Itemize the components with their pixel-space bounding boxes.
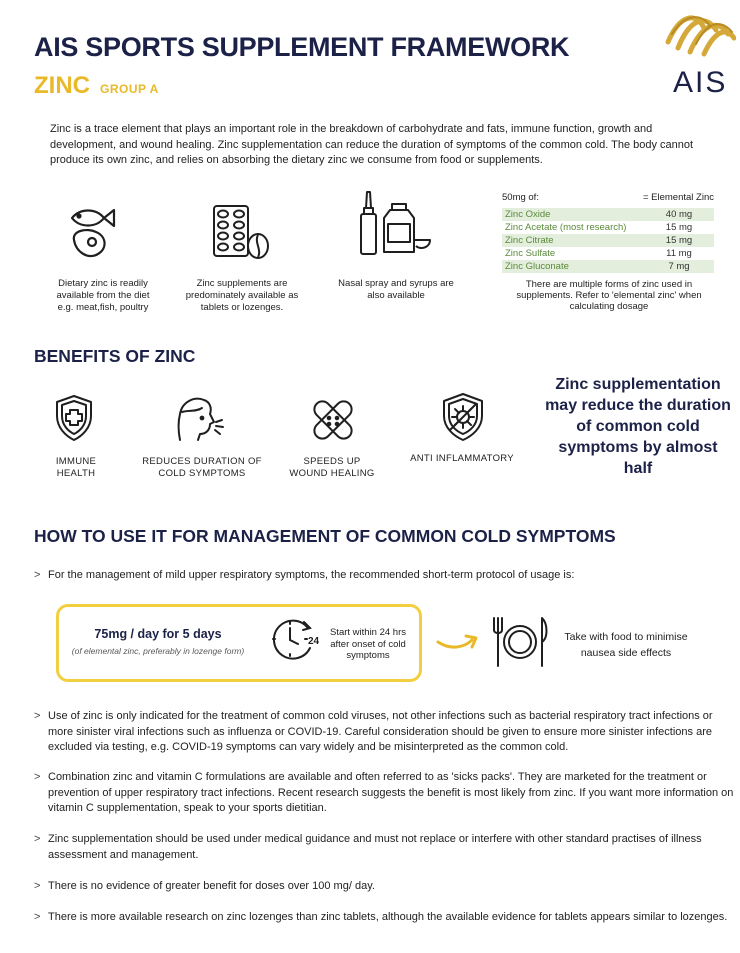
dose-amount: 75mg / day for 5 days — [94, 627, 222, 641]
food-advice: Take with food to minimise nausea side effects — [564, 631, 688, 659]
intro-paragraph: Zinc is a trace element that plays an important role in the breakdown of carbohydrate and fats, immune function, growth and development, and wound healing. Zinc supplementation can reduce the duration of symptoms of the common cold. The body cannot produce its own zinc, and relies on absorbing the dietary zinc we consume from food or supplements. — [50, 123, 694, 166]
supplement-name: ZINC — [34, 72, 90, 99]
bullet-marker: > — [34, 569, 41, 581]
table-row: Zinc Oxide 40 mg — [502, 208, 714, 221]
bullet-text: Use of zinc is only indicated for the treatment of common cold viruses, not other infections such as bacterial respiratory tract infections or more sinister viral infections such as influenza or COVID-19. Careful consideration should be given to ensure more sinister infections are excluded via testing, e.g. COVID-19 symptoms can vary widely and be misinterpreted as the common cold. — [48, 710, 713, 753]
bullet-text: There is no evidence of greater benefit for doses over 100 mg/ day. — [48, 880, 375, 892]
nasal-spray-syrup-icon — [358, 190, 434, 258]
benefit-cold: REDUCES DURATION OF COLD SYMPTOMS — [142, 456, 262, 479]
benefit-wound: SPEEDS UP WOUND HEALING — [289, 456, 375, 479]
sneezing-person-icon — [174, 394, 226, 444]
bullet-text: Combination zinc and vitamin C formulations are available and often referred to as 'sicks packs'. They are marketed for the treatment or prevention of upper respiratory tract infections. Recent research suggests the benefit is most likely from zinc. If you want more information on vitamin C supplementation, speak to your sports dietitian. — [48, 771, 734, 814]
table-row: Zinc Acetate (most research) 15 mg — [505, 222, 693, 233]
usage-bullet — [34, 832, 740, 863]
table-row: Zinc Sulfate 11 mg — [505, 248, 692, 259]
benefits-heading: BENEFITS OF ZINC — [34, 346, 196, 366]
usage-bullet — [34, 770, 740, 817]
fact-diet: Dietary zinc is readily available from the diet e.g. meat,fish, poultry — [56, 278, 150, 313]
bullet-text: There is more available research on zinc lozenges than zinc tablets, although the available evidence for tablets appears similar to lozenges. — [48, 911, 728, 923]
fish-meat-icon — [66, 204, 118, 260]
benefits-callout: Zinc supplementation may reduce the duration of common cold symptoms by almost half — [545, 376, 731, 477]
bullet-text: For the management of mild upper respiratory symptoms, the recommended short-term protocol of usage is: — [48, 569, 575, 581]
benefit-inflammatory: ANTI INFLAMMATORY — [410, 453, 514, 464]
fact-tablets: Zinc supplements are predominately available as tablets or lozenges. — [185, 278, 299, 313]
benefit-immune: IMMUNE HEALTH — [55, 456, 97, 479]
table-header-left: 50mg of: — [502, 192, 539, 203]
dose-note: (of elemental zinc, preferably in lozenge form) — [71, 646, 245, 656]
supplement-group: GROUP A — [100, 82, 159, 96]
table-row: Zinc Citrate 15 mg — [502, 234, 714, 247]
fact-nasal: Nasal spray and syrups are also available — [338, 278, 454, 301]
plate-cutlery-icon — [490, 616, 550, 668]
usage-heading: HOW TO USE IT FOR MANAGEMENT OF COMMON COLD SYMPTOMS — [34, 526, 616, 546]
arrow-right-icon — [434, 630, 480, 652]
supplement-subtitle — [34, 72, 159, 100]
page-title: AIS SPORTS SUPPLEMENT FRAMEWORK — [34, 32, 570, 62]
start-timing: Start within 24 hrs after onset of cold symptoms — [329, 627, 407, 661]
bullet-marker: > — [34, 911, 41, 923]
bullet-marker: > — [34, 771, 41, 783]
bullet-marker: > — [34, 880, 41, 892]
bandage-icon — [308, 396, 358, 444]
tablets-lozenge-icon — [212, 204, 270, 260]
bullet-text: Zinc supplementation should be used under medical guidance and must not replace or interfere with other standard practises of illness assessment and management. — [48, 833, 702, 861]
bullet-marker: > — [34, 833, 41, 845]
shield-cross-icon — [54, 394, 94, 442]
ais-logo-text: AIS — [673, 66, 728, 99]
timer-24-number: 24 — [308, 636, 320, 647]
usage-bullet — [34, 879, 740, 895]
zinc-forms-note: There are multiple forms of zinc used in supplements. Refer to 'elemental zinc' when calculating dosage — [516, 279, 702, 312]
zinc-forms-table — [502, 192, 714, 273]
table-row: Zinc Gluconate 7 mg — [502, 260, 714, 273]
usage-bullet — [34, 910, 740, 926]
usage-intro-bullet — [34, 568, 740, 584]
usage-bullet — [34, 709, 740, 756]
bullet-marker: > — [34, 710, 41, 722]
table-header — [502, 192, 714, 208]
virus-shield-icon — [440, 392, 486, 442]
table-header-right: = Elemental Zinc — [642, 192, 714, 203]
timer-24-icon — [268, 616, 322, 662]
